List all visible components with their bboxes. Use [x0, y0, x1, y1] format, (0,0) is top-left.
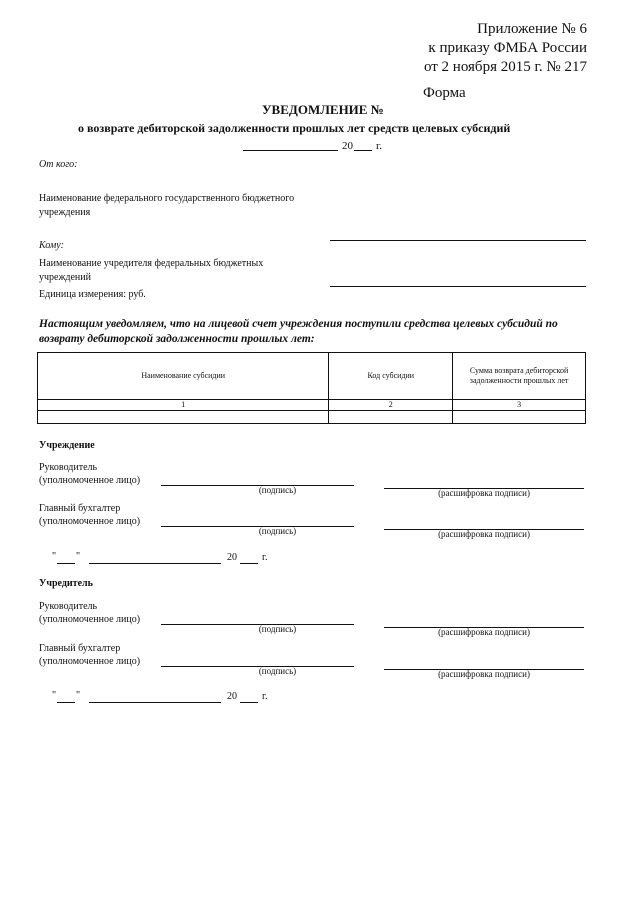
order-date: от 2 ноября 2015 г. № 217 [423, 59, 587, 75]
institution-date-quote-open: " [52, 551, 57, 562]
institution-date-quote-close: " [76, 551, 81, 562]
institution-accountant-sublabel: (уполномоченное лицо) [39, 516, 141, 527]
column-number-1: 1 [38, 400, 329, 411]
table-header-row [38, 353, 586, 400]
order-reference: к приказу ФМБА России [428, 40, 587, 56]
institution-date-year-line [240, 563, 258, 564]
notice-text: Настоящим уведомляем, что на лицевой счет учреждения поступили средства целевых субсидий по возврату дебиторской задолженности прошлых лет: [39, 318, 558, 345]
founder-accountant-label: Главный бухгалтер [39, 643, 121, 654]
date-year-prefix: 20 [342, 140, 353, 152]
subsidy-code-cell[interactable] [329, 411, 453, 424]
header-return-amount: Сумма возврата дебиторской задолженности прошлых лет [453, 353, 586, 400]
date-day-month-line [243, 150, 338, 151]
appendix-number: Приложение № 6 [477, 21, 587, 37]
institution-date-day-line [57, 563, 75, 564]
founder-heading: Учредитель [39, 578, 93, 589]
table-number-row [38, 400, 586, 411]
document-title: УВЕДОМЛЕНИЕ № [262, 102, 384, 117]
return-amount-cell[interactable] [453, 411, 586, 424]
founder-date-year-suffix: г. [262, 691, 268, 702]
institution-date-year-prefix: 20 [227, 552, 237, 563]
institution-date-year-suffix: г. [262, 552, 268, 563]
institution-head-label: Руководитель [39, 462, 98, 473]
sender-name-line [330, 240, 586, 241]
document-subtitle: о возврате дебиторской задолженности прошлых лет средств целевых субсидий [78, 121, 511, 135]
date-year-line [354, 150, 372, 151]
founder-accountant-sublabel: (уполномоченное лицо) [39, 656, 141, 667]
from-label: От кого: [39, 159, 78, 170]
founder-date-year-line [240, 702, 258, 703]
recipient-name-line [330, 286, 586, 287]
unit-of-measure: Единица измерения: руб. [39, 289, 146, 300]
header-subsidy-code: Код субсидии [329, 353, 453, 400]
founder-head-decoding-hint: (расшифровка подписи) [438, 627, 530, 637]
form-label: Форма [423, 85, 466, 101]
founder-date-year-prefix: 20 [227, 691, 237, 702]
institution-head-signature-hint: (подпись) [258, 485, 297, 495]
sender-name-label: Наименование федерального государственного бюджетного учреждения [39, 193, 295, 218]
institution-accountant-decoding-hint: (расшифровка подписи) [438, 529, 530, 539]
institution-heading: Учреждение [39, 440, 95, 451]
founder-date-day-line [57, 702, 75, 703]
institution-head-sublabel: (уполномоченное лицо) [39, 475, 141, 486]
founder-head-signature-hint: (подпись) [258, 624, 297, 634]
founder-head-label: Руководитель [39, 601, 98, 612]
subsidy-table [37, 352, 586, 424]
table-row [38, 411, 586, 424]
date-year-suffix: г. [376, 140, 383, 152]
institution-accountant-signature-hint: (подпись) [258, 526, 297, 536]
founder-accountant-decoding-hint: (расшифровка подписи) [438, 669, 530, 679]
recipient-name-label: Наименование учредителя федеральных бюджетных учреждений [39, 258, 264, 283]
founder-date-quote-open: " [52, 690, 57, 701]
column-number-2: 2 [329, 400, 453, 411]
subsidy-name-cell[interactable] [38, 411, 329, 424]
column-number-3: 3 [453, 400, 586, 411]
institution-accountant-label: Главный бухгалтер [39, 503, 121, 514]
founder-accountant-signature-hint: (подпись) [258, 666, 297, 676]
founder-date-quote-close: " [76, 690, 81, 701]
institution-date-month-line [89, 563, 221, 564]
founder-date-month-line [89, 702, 221, 703]
institution-head-decoding-hint: (расшифровка подписи) [438, 488, 530, 498]
header-subsidy-name: Наименование субсидии [38, 353, 329, 400]
to-label: Кому: [39, 240, 64, 251]
founder-head-sublabel: (уполномоченное лицо) [39, 614, 141, 625]
